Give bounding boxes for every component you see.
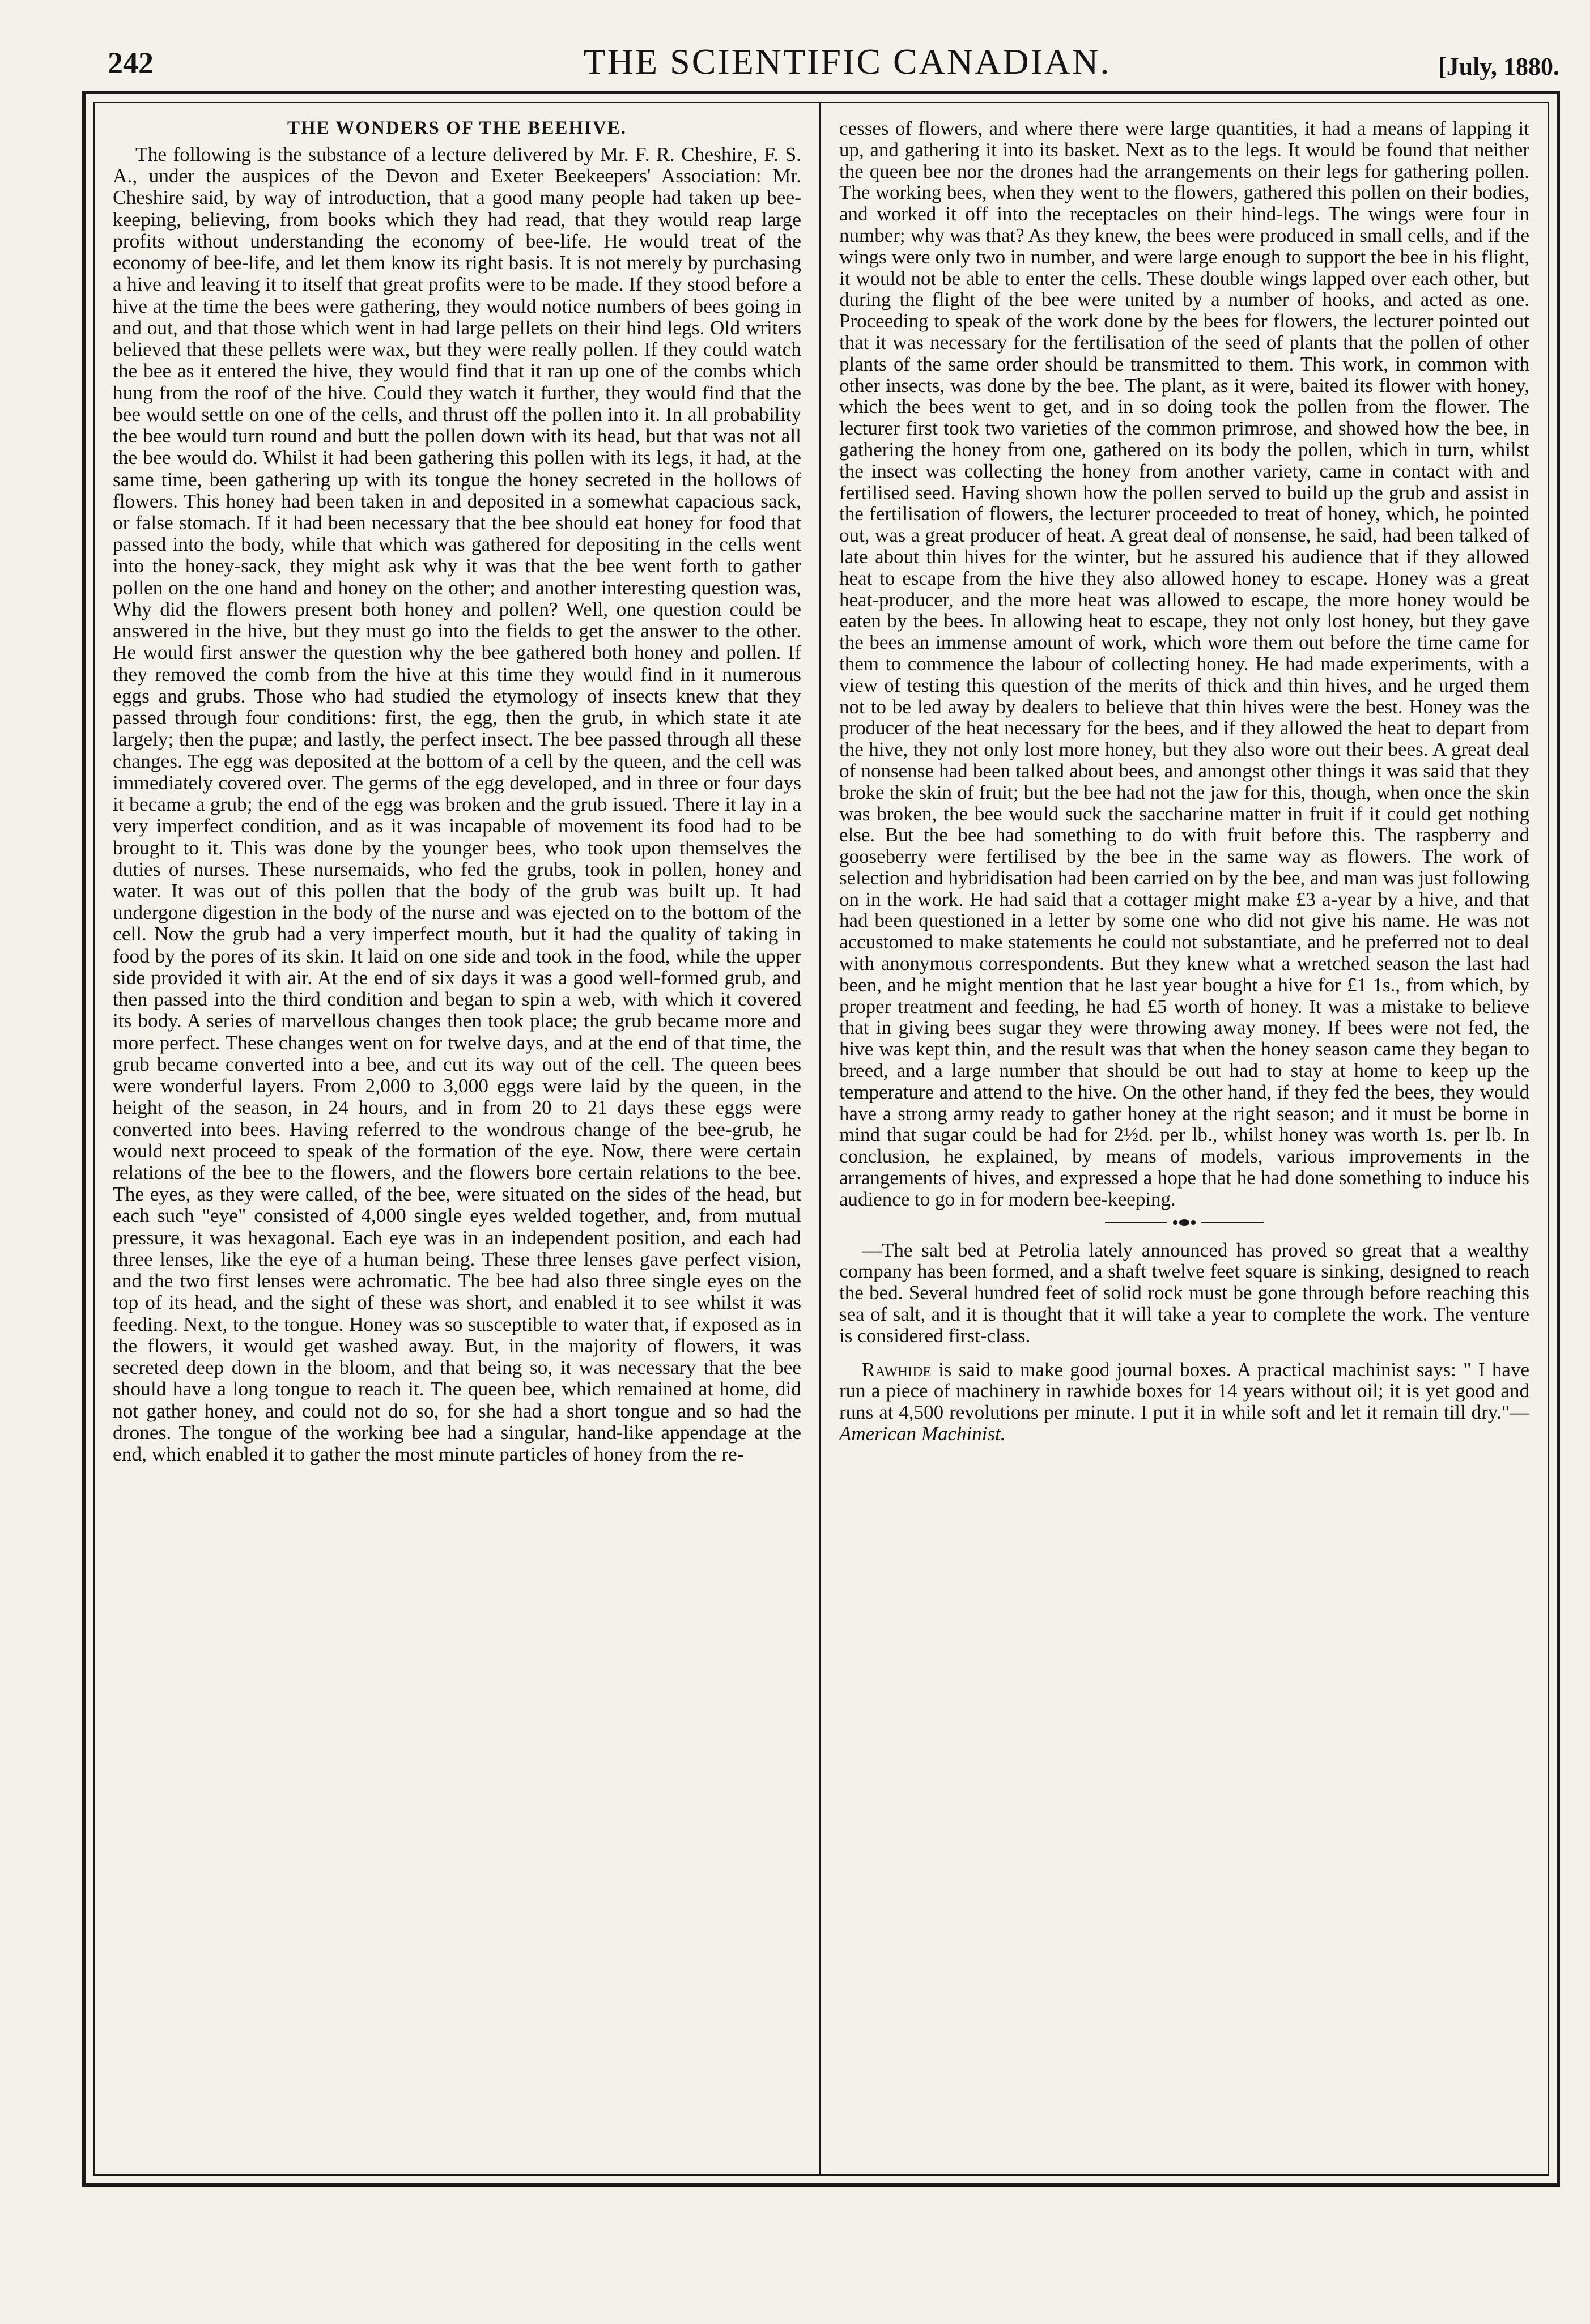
section-divider <box>839 1218 1529 1227</box>
article-title: THE WONDERS OF THE BEEHIVE. <box>287 118 627 138</box>
article-body-right: cesses of flowers, and where there were large quantities, it had a means of lapping it up, and gathering it into its basket. Next as to the legs. It would be found that neither the queen bee nor the drones had the arrangements on their legs for gathering pollen. The working bees, when they went to the flowers, gathered this pollen on their bodies, and worked it off into the receptacles on their hind-legs. The wings were four in number; why was that? As they knew, the bees were produced in small cells, and if the wings were only two in number, and were large enough to support the bee in his flight, it would not be able to enter the cells. These double wings lapped over each other, but during the flight of the bee were united by a number of hooks, and acted as one. Proceeding to speak of the work done by the bees for flowers, the lecturer pointed out that it was necessary for the fertilisation of the seed of plants that the pollen of other plants of the same order should be transmitted to them. This work, in common with other insects, was done by the bee. The plant, as it were, baited its flower with honey, which the bees went to get, and in so doing took the pollen from the flower. The lecturer first took two varieties of the common primrose, and showed how the bee, in gathering the honey from one, gathered on its body the pollen, which in turn, whilst the insect was collecting the honey from another variety, came in contact with and fertilised seed. Having shown how the pollen served to build up the grub and assist in the fertilisation of flowers, the lecturer proceeded to treat of honey, which, he pointed out, was a great producer of heat. A great deal of nonsense, he said, had been talked of late about thin hives for the winter, but he assured his audience that if they allowed heat to escape from the hive they also allowed honey to escape. Honey was a great heat-producer, and the more heat was allowed to escape, the more honey would be eaten by the bees. In allowing heat to escape, they not only lost honey, but they gave the bees an immense amount of work, which wore them out before the time came for them to commence the labour of collecting honey. He had made experiments, with a view of testing this question of the merits of thick and thin hives, and he urged them not to be led away by dealers to believe that thin hives were the best. Honey was the producer of the heat necessary for the bees, and if they allowed the heat to depart from the hive, they not only lost more honey, but they also wore out their bees. A great deal of nonsense had been talked about bees, and amongst other things it was said that they broke the skin of fruit; but the bee had not the jaw for this, though, when once the skin was broken, the bee would suck the saccharine matter in fruit if it could get nothing else. But the bee had something to do with fruit before this. The raspberry and gooseberry were fertilised by the bee in the same way as flowers. The work of selection and hybridisation had been carried on by the bee, and man was just following on in the work. He had said that a cottager might make £3 a-year by a hive, and that had been questioned in a letter by some one who did not give his name. He was not accustomed to make statements he could not substantiate, and he preferred not to deal with anonymous correspondents. But they knew what a wretched season the last had been, and he might mention that he last year bought a hive for £1 1s., from which, by proper treatment and feeding, he had £5 worth of honey. It was a mistake to believe that in giving bees sugar they were throwing away money. If bees were not fed, the hive was kept thin, and the result was that when the honey season came they began to breed, and a large number that should be out had to stay at home to keep up the temperature and attend to the hive. On the other hand, if they fed the bees, they would have a strong army ready to gather honey at the right season; and it must be borne in mind that sugar could be had for 2½d. per lb., whilst honey was worth 1s. per lb. In conclusion, he explained, by means of models, various improvements in the arrangements of hives, and expressed a hope that he had done something to induce his audience to go in for modern bee-keeping. <box>839 117 1529 1210</box>
page-number: 242 <box>108 46 154 80</box>
rawhide-source: American Machinist. <box>839 1423 1006 1445</box>
column-area <box>93 102 1549 2176</box>
ornament-divider-icon <box>1105 1218 1264 1227</box>
right-column <box>821 103 1548 2174</box>
rawhide-note <box>839 1359 1529 1445</box>
rawhide-lead: Rawhide <box>862 1358 932 1381</box>
masthead-title: THE SCIENTIFIC CANADIAN. <box>583 41 1111 82</box>
article-body-left: The following is the substance of a lecture delivered by Mr. F. R. Cheshire, F. S. A., under the auspices of the Devon and Exeter Beekeepers' Association: Mr. Cheshire said, by way of introduction, that a good many people had taken up bee-keeping, believing, from books which they had read, that they would reap large profits without understanding the economy of bee-life. He would treat of the economy of bee-life, and let them know its right basis. It is not merely by purchasing a hive and leaving it to itself that great profits were to be made. If they stood before a hive at the time the bees were gathering, they would notice numbers of bees going in and out, and that those which went in had large pellets on their hind legs. Old writers believed that these pellets were wax, but they were really pollen. If they could watch the bee as it entered the hive, they would find that it ran up one of the combs which hung from the roof of the hive. Could they watch it further, they would find that the bee would settle on one of the cells, and thrust off the pollen into it. In all probability the bee would turn round and butt the pollen down with its head, but that was not all the bee would do. Whilst it had been gathering this pollen with its legs, it had, at the same time, been gathering up with its tongue the honey secreted in the hollows of flowers. This honey had been taken in and deposited in a somewhat capacious sack, or false stomach. If it had been necessary that the bee should eat honey for food that passed into the body, while that which was gathered for depositing in the cells went into the honey-sack, they might ask why it was that the bee went forth to gather pollen on the one hand and honey on the other; and another interesting question was, Why did the flowers present both honey and pollen? Well, one question could be answered in the hive, but they must go into the fields to get the answer to the other. He would first answer the question why the bee gathered both honey and pollen. If they removed the comb from the hive at this time they would find in it numerous eggs and grubs. Those who had studied the etymology of insects knew that they passed through four conditions: first, the egg, then the grub, in which state it ate largely; then the pupæ; and lastly, the perfect insect. The bee passed through all these changes. The egg was deposited at the bottom of a cell by the queen, and the cell was immediately covered over. The germs of the egg developed, and in three or four days it became a grub; the end of the egg was broken and the grub issued. There it lay in a very imperfect condition, and as it was incapable of movement its food had to be brought to it. This was done by the younger bees, who took upon themselves the duties of nurses. These nursemaids, who fed the grubs, took in pollen, honey and water. It was out of this pollen that the body of the grub was built up. It had undergone digestion in the body of the nurse and was ejected on to the bottom of the cell. Now the grub had a very imperfect mouth, but it had the quality of taking in food by the pores of its skin. It laid on one side and took in the food, while the upper side provided it with air. At the end of six days it was a good well-formed grub, and then passed into the third condition and began to spin a web, with which it covered its body. A series of marvellous changes then took place; the grub became more and more perfect. These changes went on for twelve days, and at the end of that time, the grub became converted into a bee, and cut its way out of the cell. The queen bees were wonderful layers. From 2,000 to 3,000 eggs were laid by the queen, in the height of the season, in 24 hours, and in from 20 to 21 days these eggs were converted into bees. Having referred to the wondrous change of the bee-grub, he would next proceed to speak of the formation of the eye. Now, there were certain relations of the bee to the flowers, and the flowers bore certain relations to the bee. The eyes, as they were called, of the bee, were situated on the sides of the head, but each such "eye" consisted of 4,000 single eyes welded together, and, from mutual pressure, it was hexagonal. Each eye was in an independent position, and each had three lenses, like the eye of a human being. These three lenses gave perfect vision, and the two first lenses were achromatic. The bee had also three single eyes on the top of its head, and the sight of these was short, and enabled it to see whilst it was feeding. Next, to the tongue. Honey was so susceptible to water that, if exposed as in the flowers, it would get washed away. But, in the majority of flowers, it was secreted deep down in the bloom, and that being so, it was necessary that the bee should have a long tongue to reach it. The queen bee, which remained at home, did not gather honey, and could not do so, for she had a short tongue and so had the drones. The tongue of the working bee had a singular, hand-like appendage at the end, which enabled it to gather the most minute particles of honey from the re- <box>113 143 801 1466</box>
left-column <box>95 103 821 2174</box>
page-frame <box>82 91 1560 2187</box>
issue-date: [July, 1880. <box>1438 53 1559 80</box>
salt-bed-note: —The salt bed at Petrolia lately announced has proved so great that a wealthy company has been formed, and a shaft twelve feet square is sinking, designed to reach the bed. Several hundred feet of solid rock must be gone through before reaching this sea of salt, and it is thought that it will take a year to complete the work. The venture is considered first-class. <box>839 1238 1529 1347</box>
rawhide-text: is said to make good journal boxes. A practical machinist says: " I have run a piece of machinery in rawhide boxes for 14 years without oil; it is yet good and runs at 4,500 revolutions per minute. I put it in while soft and let it remain till dry."— <box>839 1358 1529 1424</box>
